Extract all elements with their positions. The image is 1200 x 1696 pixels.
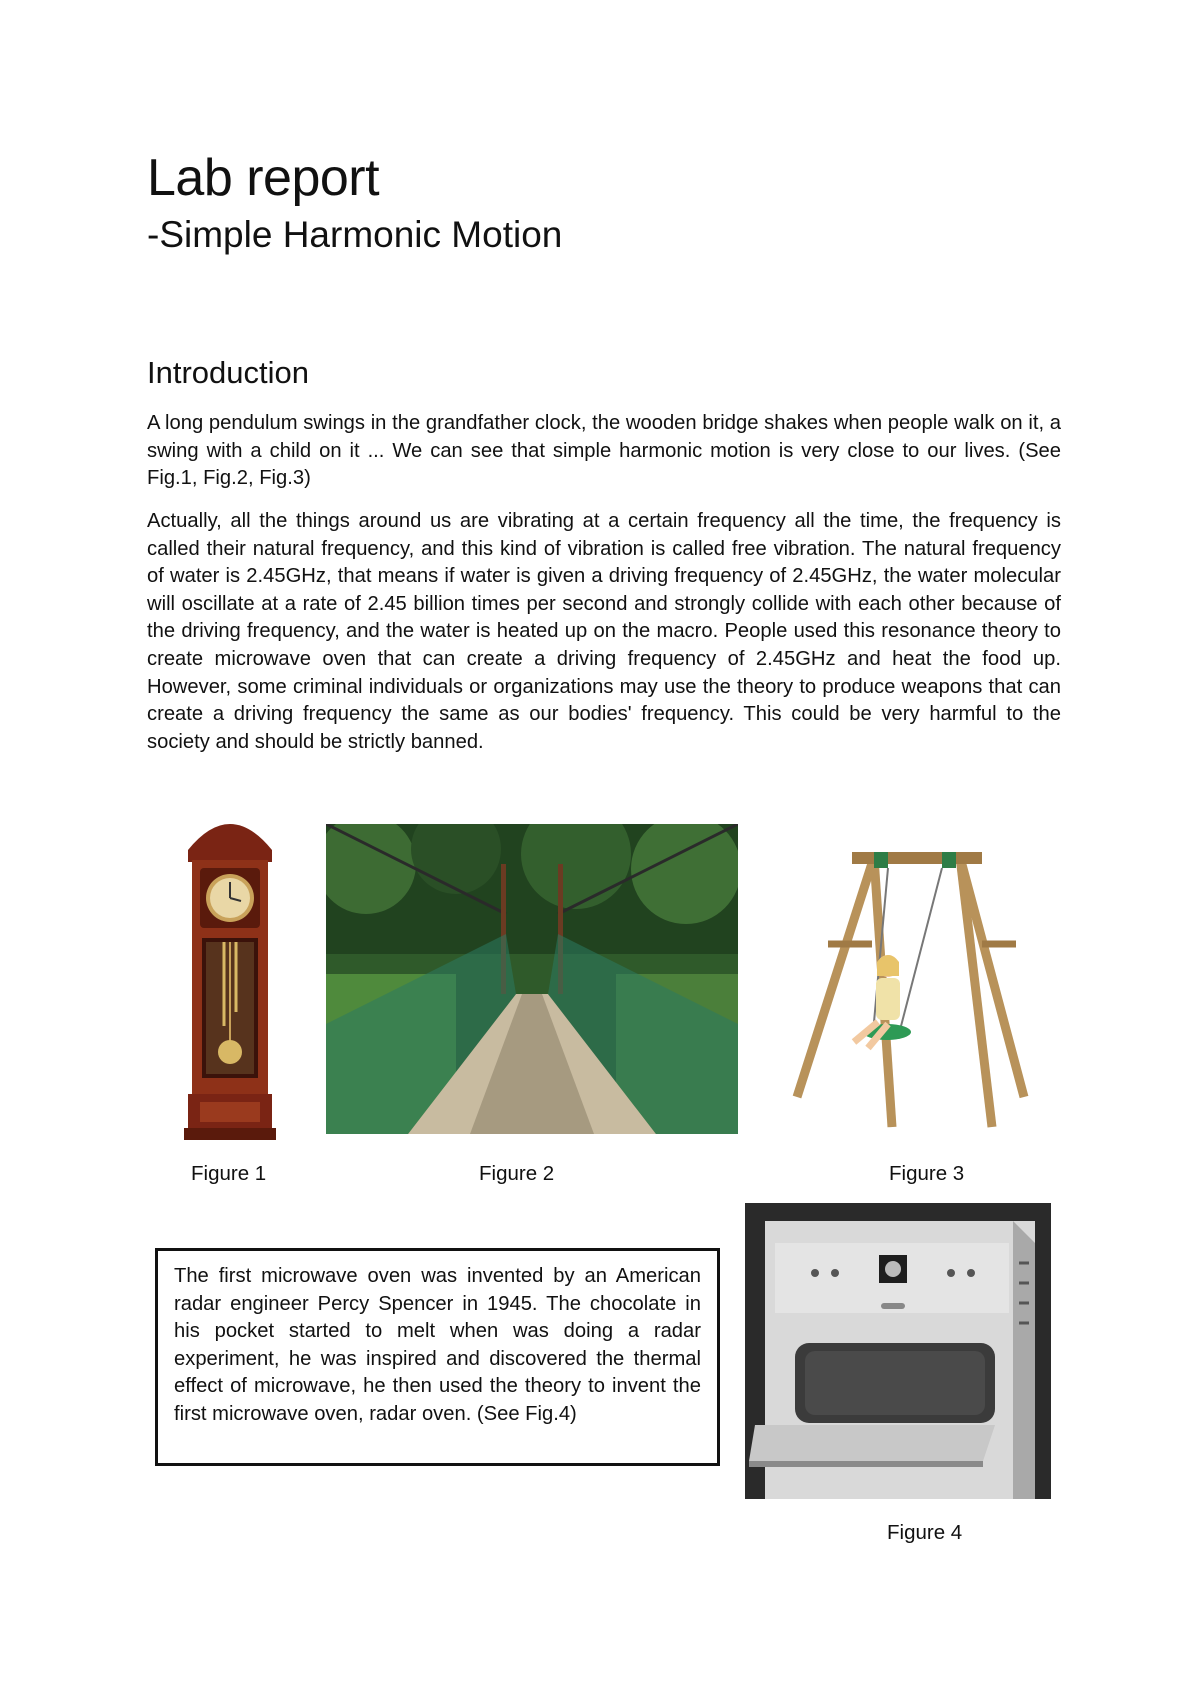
- microwave-history-note-box: [155, 1248, 720, 1466]
- report-subtitle: -Simple Harmonic Motion: [147, 214, 563, 255]
- figure-4-caption: Figure 4: [887, 1521, 963, 1544]
- figure-2-bridge-image: [326, 824, 738, 1134]
- figure-1-caption: Figure 1: [191, 1162, 267, 1185]
- note-box-text: The first microwave oven was invented by an American radar engineer Percy Spencer in 1945. The chocolate in his pocket started to melt when was doing a radar experiment, he was inspired and discovered the thermal effect of microwave, he then used the theory to invent the first microwave oven, radar oven. (See Fig.4): [174, 1265, 701, 1425]
- intro-paragraph-2: Actually, all the things around us are vibrating at a certain frequency all the time, the frequency is called their natural frequency, and this kind of vibration is called free vibration. The natural frequency of water is 2.45GHz, that means if water is given a driving frequency of 2.45GHz, the water molecular will oscillate at a rate of 2.45 billion times per second and strongly collide with each other because of the driving frequency, and the water is heated up on the macro. People used this resonance theory to create microwave oven that can create a driving frequency of 2.45GHz and heat the food up. However, some criminal individuals or organizations may use the theory to produce weapons that can create a driving frequency the same as our bodies' frequency. This could be very harmful to the society and should be strictly banned.: [147, 510, 1061, 753]
- intro-paragraph-1: A long pendulum swings in the grandfather clock, the wooden bridge shakes when people walk on it, a swing with a child on it ... We can see that simple harmonic motion is very close to our lives. (See Fig.1, Fig.2, Fig.3): [147, 412, 1061, 490]
- figure-3-swing-image: [792, 852, 1032, 1132]
- section-heading-introduction: Introduction: [147, 355, 309, 390]
- figure-1-grandfather-clock-image: [180, 802, 280, 1142]
- figure-3-caption: Figure 3: [889, 1162, 965, 1185]
- figure-4-microwave-oven-image: [745, 1203, 1051, 1499]
- figure-2-caption: Figure 2: [479, 1162, 555, 1185]
- report-title: Lab report: [147, 149, 380, 207]
